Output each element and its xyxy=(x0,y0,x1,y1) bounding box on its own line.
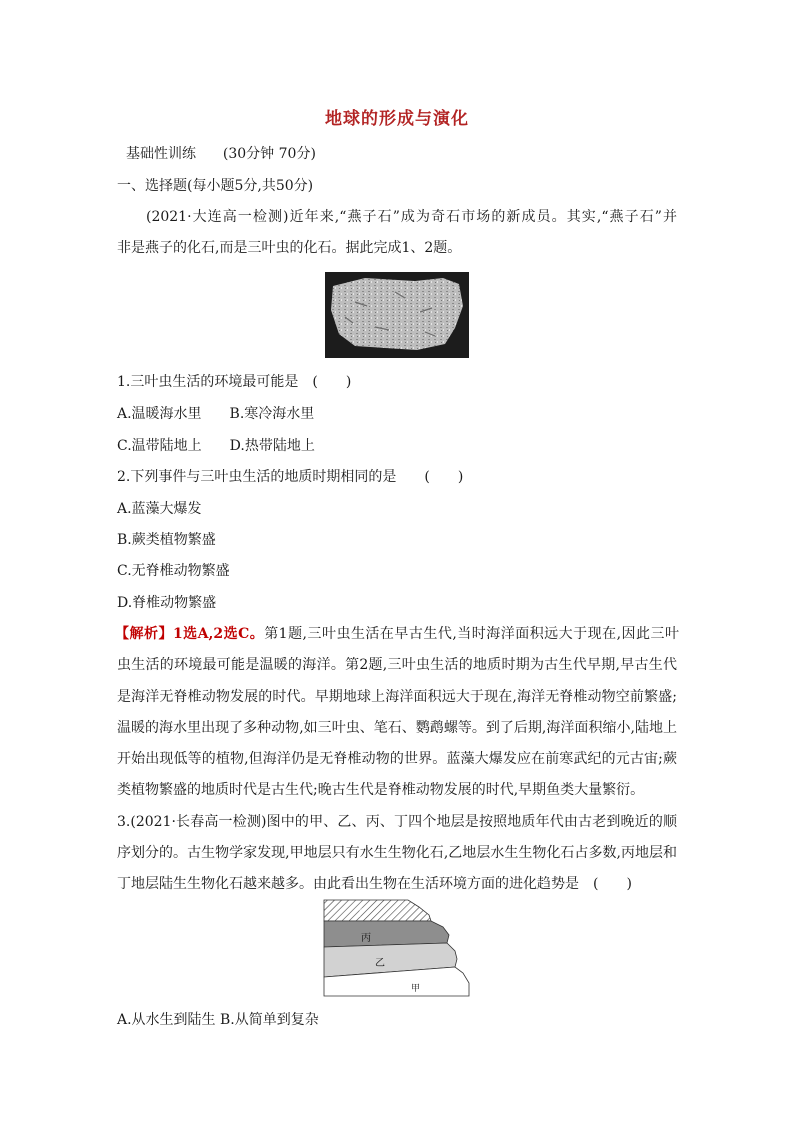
section-meta: (30分钟 70分) xyxy=(222,146,316,162)
question-2-option-d: D.脊椎动物繁盛 xyxy=(117,595,217,611)
trilobite-fossil-image xyxy=(325,272,469,358)
intro-line-2: 非是燕子的化石,而是三叶虫的化石。据此完成1、2题。 xyxy=(117,240,462,256)
question-1-stem: 1.三叶虫生活的环境最可能是 ( ) xyxy=(117,374,352,390)
analysis-tag: 【解析】 xyxy=(115,626,173,642)
question-3-line-3: 丁地层陆生生物化石越来越多。由此看出生物在生活环境方面的进化趋势是 ( ) xyxy=(117,876,632,892)
analysis-text-1: 第1题,三叶虫生活在早古生代,当时海洋面积远大于现在,因此三叶 xyxy=(264,626,679,642)
question-3-line-1: 3.(2021·长春高一检测)图中的甲、乙、丙、丁四个地层是按照地质年代由古老到晚近的顺 xyxy=(117,814,677,830)
question-2-stem: 2.下列事件与三叶虫生活的地质时期相同的是 ( ) xyxy=(117,469,464,485)
question-3-options-ab: A.从水生到陆生 B.从简单到复杂 xyxy=(117,1012,319,1028)
label-bing: 丙 xyxy=(361,933,371,944)
analysis-line-3: 是海洋无脊椎动物发展的时代。早期地球上海洋面积远大于现在,海洋无脊椎动物空前繁盛; xyxy=(117,689,677,705)
question-2-option-a: A.蓝藻大爆发 xyxy=(117,501,202,517)
intro-line-1: (2021·大连高一检测)近年来,“燕子石”成为奇石市场的新成员。其实,“燕子石”并 xyxy=(146,209,677,225)
page-title: 地球的形成与演化 xyxy=(325,109,469,129)
label-jia: 甲 xyxy=(411,984,421,994)
stratum-ding xyxy=(324,900,431,921)
analysis-line-4: 温暖的海水里出现了多种动物,如三叶虫、笔石、鹦鹉螺等。到了后期,海洋面积缩小,陆地上 xyxy=(117,720,677,736)
analysis-line-1 xyxy=(115,624,679,644)
question-1-options-ab: A.温暖海水里 B.寒冷海水里 xyxy=(117,406,315,422)
section-header xyxy=(126,144,316,164)
question-1-options-cd: C.温带陆地上 D.热带陆地上 xyxy=(117,438,315,454)
strata-diagram xyxy=(323,897,470,997)
question-2-option-c: C.无脊椎动物繁盛 xyxy=(117,563,230,579)
stratum-bing xyxy=(324,921,449,947)
question-3-line-2: 序划分的。古生物学家发现,甲地层只有水生生物化石,乙地层水生生物化石占多数,丙地层和 xyxy=(117,845,677,861)
section-name: 基础性训练 xyxy=(126,146,196,162)
part-heading: 一、选择题(每小题5分,共50分) xyxy=(117,178,314,194)
analysis-line-6: 类植物繁盛的地质时代是古生代;晚古生代是脊椎动物发展的时代,早期鱼类大量繁衍。 xyxy=(117,782,645,798)
analysis-line-5: 开始出现低等的植物,但海洋仍是无脊椎动物的世界。蓝藻大爆发应在前寒武纪的元古宙;蕨 xyxy=(117,751,677,767)
question-2-option-b: B.蕨类植物繁盛 xyxy=(117,532,216,548)
analysis-line-2: 虫生活的环境最可能是温暖的海洋。第2题,三叶虫生活的地质时期为古生代早期,早古生代 xyxy=(117,657,677,673)
analysis-answer: 1选A,2选C。 xyxy=(172,626,265,642)
label-yi: 乙 xyxy=(375,958,385,969)
label-ding: 丁 xyxy=(355,908,365,919)
